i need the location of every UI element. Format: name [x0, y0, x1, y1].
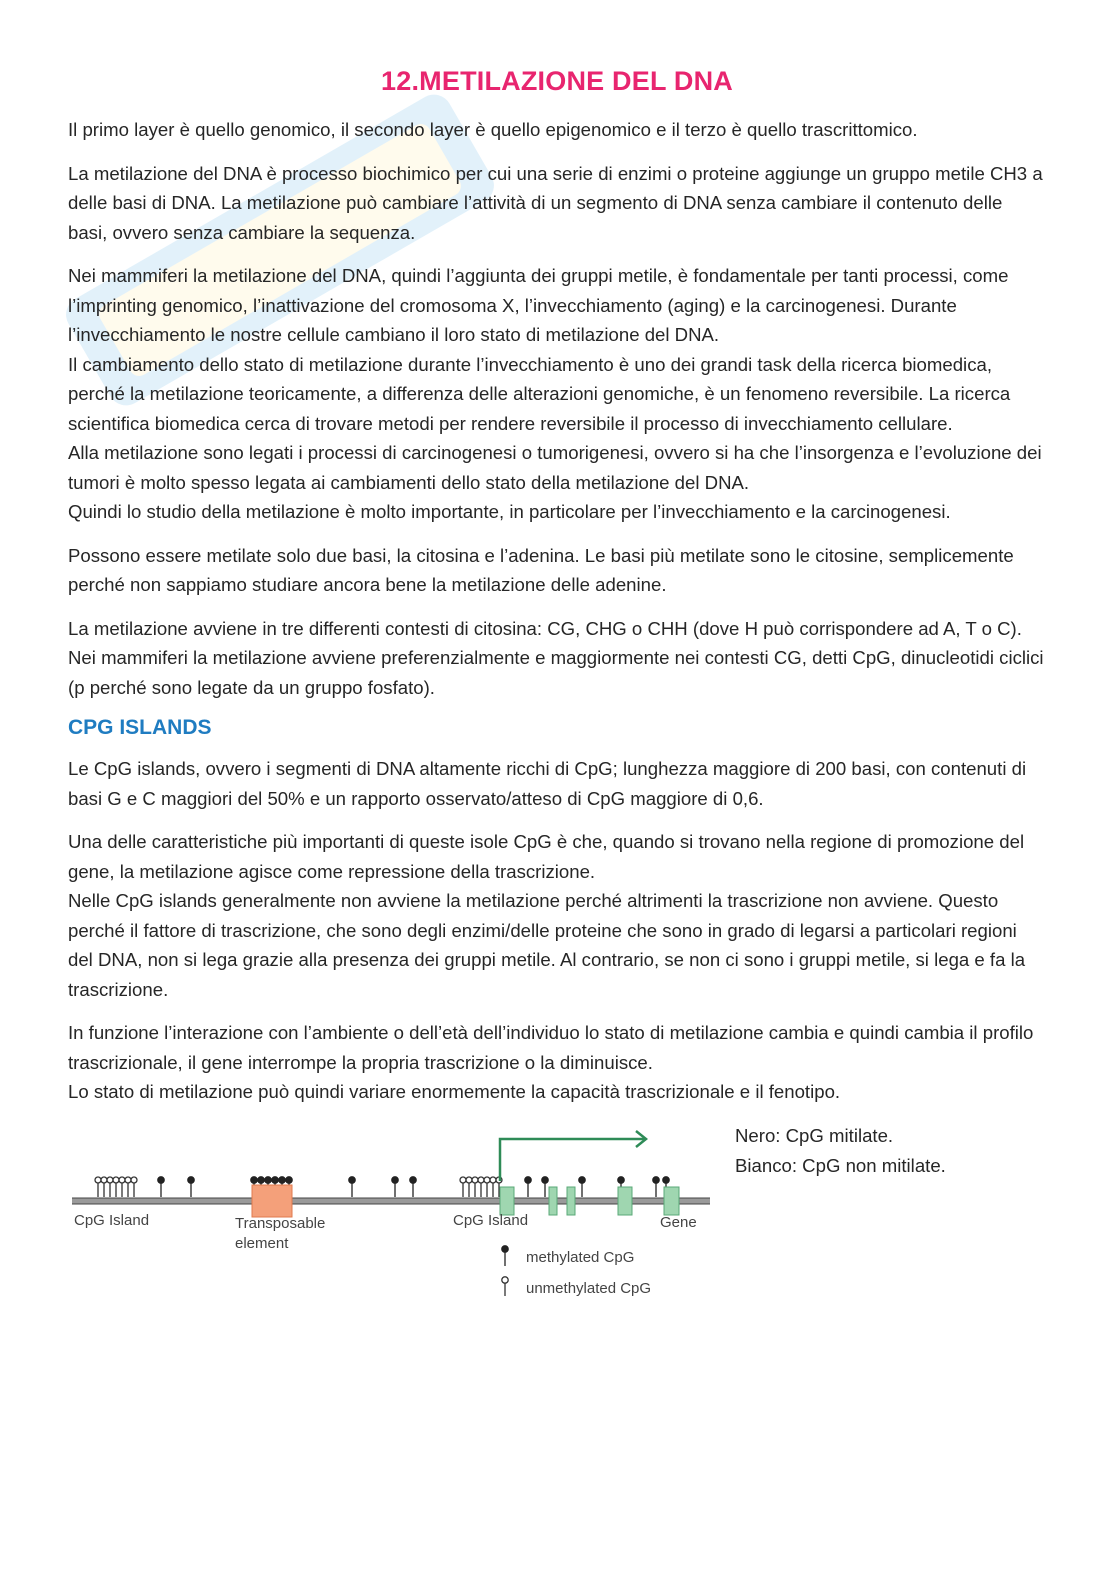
paragraph: Alla metilazione sono legati i processi di carcinogenesi o tumorigenesi, ovvero si ha che l’insorgenza e l’evoluzione dei tumori è molto spesso legata ai cambiamenti dello stato della metilazione del DNA. — [68, 442, 1042, 493]
note-black: Nero: CpG mitilate. — [735, 1124, 894, 1146]
transposable-element-box — [252, 1185, 292, 1217]
legend-methylated-label: methylated CpG — [526, 1248, 635, 1266]
legend-unmethylated-icon — [502, 1276, 508, 1295]
paragraph: Il primo layer è quello genomico, il secondo layer è quello epigenomico e il terzo è quello trascrittomico. — [68, 119, 918, 140]
note-white: Bianco: CpG non mitilate. — [735, 1154, 946, 1176]
legend-unmethylated-label: unmethylated CpG — [526, 1279, 652, 1297]
page-title: 12.METILAZIONE DEL DNA — [381, 66, 733, 96]
paragraph: Quindi lo studio della metilazione è molto importante, in particolare per l’invecchiamento e la carcinogenesi. — [68, 501, 951, 522]
paragraph: In funzione l’interazione con l’ambiente o dell’età dell’individuo lo stato di metilazione cambia e quindi cambia il profilo trascrizionale, il gene interrompe la propria trascrizione o la diminuisce. — [68, 1022, 1034, 1073]
figure-note — [735, 1121, 946, 1181]
cpg-figure — [68, 1121, 1046, 1321]
paragraph: Lo stato di metilazione può quindi variare enormemente la capacità trascrizionale e il fenotipo. — [68, 1081, 841, 1102]
paragraph: Una delle caratteristiche più importanti di queste isole CpG è che, quando si trovano nella regione di promozione del gene, la metilazione agisce come repressione della trascrizione. — [68, 831, 1025, 882]
transcription-arrow — [500, 1131, 646, 1181]
label-transposable-line2: element — [235, 1234, 289, 1252]
label-gene: Gene — [660, 1213, 697, 1231]
label-transposable-line1: Transposable — [235, 1214, 326, 1232]
label-cpg-island-right: CpG Island — [453, 1211, 529, 1229]
paragraph: Il cambiamento dello stato di metilazione durante l’invecchiamento è uno dei grandi task della ricerca biomedica, perché la metilazione teoricamente, a differenza delle alterazioni genomiche, è un fenomeno reversibile. La ricerca scientifica biomedica cerca di trovare metodi per rendere reversibile il processo di invecchiamento cellulare. — [68, 353, 1011, 434]
cpg-island-right-unmethylated — [460, 1177, 502, 1197]
legend-methylated-icon — [502, 1245, 508, 1265]
section-heading: CPG ISLANDS — [68, 716, 212, 739]
cpg-diagram — [68, 1121, 718, 1321]
paragraph: Possono essere metilate solo due basi, la citosina e l’adenina. Le basi più metilate sono le citosine, semplicemente perché non sappiamo studiare ancora bene la metilazione delle adenine. — [68, 544, 1014, 595]
methylated-cpg-sites — [158, 1176, 669, 1196]
cpg-island-left-unmethylated — [95, 1177, 137, 1197]
document-page — [68, 66, 1046, 1321]
paragraph: La metilazione avviene in tre differenti contesti di citosina: CG, CHG o CHH (dove H può corrispondere ad A, T o C). Nei mammiferi la metilazione avviene preferenzialmente e maggiormente nei contesti CG, detti CpG, dinucleotidi ciclici (p perché sono legate da un gruppo fosfato). — [68, 617, 1044, 698]
label-cpg-island-left: CpG Island — [74, 1211, 150, 1229]
paragraph: Nei mammiferi la metilazione del DNA, quindi l’aggiunta dei gruppi metile, è fondamentale per tanti processi, come l’imprinting genomico, l’inattivazione del cromosoma X, l’invecchiamento (aging) e la carcinogenesi. Durante l’invecchiamento le nostre cellule cambiano il loro stato di metilazione del DNA. — [68, 265, 1009, 345]
paragraph: Nelle CpG islands generalmente non avviene la metilazione perché altrimenti la trascrizione non avviene. Questo perché il fattore di trascrizione, che sono degli enzimi/delle proteine che sono in grado di legarsi a particolari regioni del DNA, non si lega grazie alla presenza dei gruppi metile. Al contrario, se non ci sono i gruppi metile, si lega e fa la trascrizione. — [68, 890, 1026, 1000]
paragraph: La metilazione del DNA è processo biochimico per cui una serie di enzimi o proteine aggiunge un gruppo metile CH3 a delle basi di DNA. La metilazione può cambiare l’attività di un segmento di DNA senza cambiare il contenuto delle basi, ovvero senza cambiare la sequenza. — [68, 162, 1043, 243]
paragraph: Le CpG islands, ovvero i segmenti di DNA altamente ricchi di CpG; lunghezza maggiore di 200 basi, con contenuti di basi G e C maggiori del 50% e un rapporto osservato/atteso di CpG maggiore di 0,6. — [68, 758, 1027, 809]
